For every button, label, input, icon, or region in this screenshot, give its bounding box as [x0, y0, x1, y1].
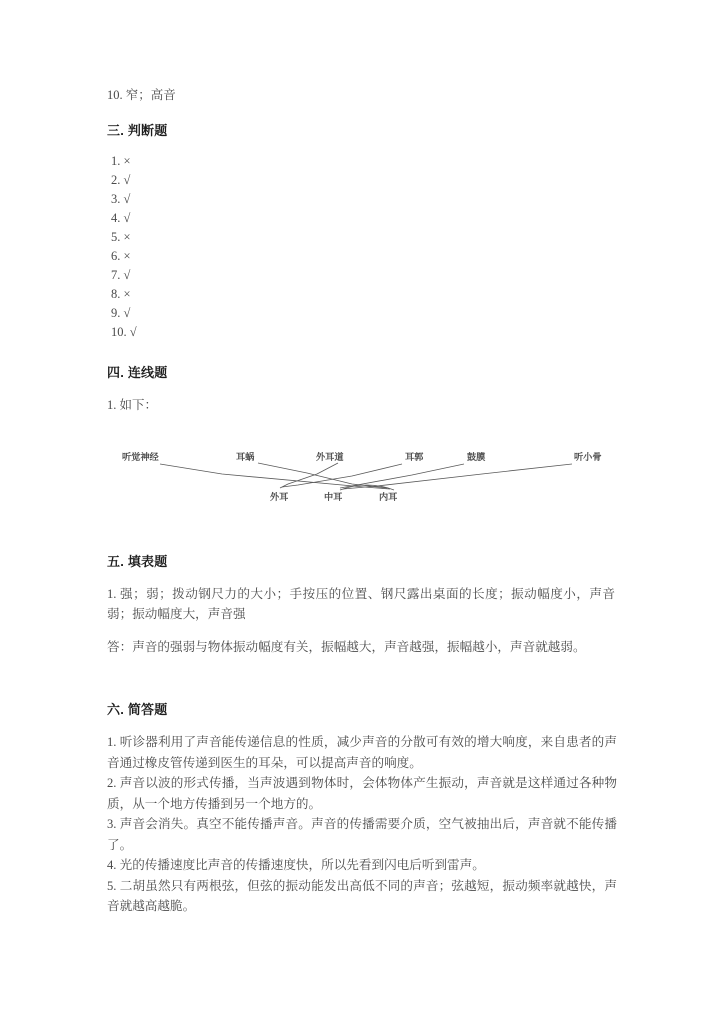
list-item: 1. × [111, 154, 131, 168]
diagram-top-label: 听小骨 [574, 452, 602, 463]
list-item: 7. √ [111, 268, 131, 282]
list-item: 8. × [111, 287, 131, 301]
fill-blank-last-answer: 10. 窄；高音 [107, 88, 176, 102]
connector-line [258, 463, 387, 488]
connector-line [343, 464, 572, 489]
list-item: 2. √ [111, 173, 131, 187]
ear-structure-matching-diagram [102, 436, 642, 512]
diagram-top-label: 耳蜗 [236, 452, 255, 463]
section-heading-table-fill: 五. 填表题 [107, 554, 168, 569]
diagram-top-label: 耳郭 [405, 452, 424, 463]
table-fill-answer: 答：声音的强弱与物体振动幅度有关，振幅越大，声音越强，振幅越小，声音就越弱。 [107, 640, 586, 654]
section-heading-short-answer: 六. 简答题 [107, 702, 168, 717]
short-answer-list [107, 732, 617, 917]
list-item: 9. √ [111, 306, 131, 320]
diagram-top-label: 鼓膜 [467, 452, 486, 463]
list-item: 6. × [111, 249, 131, 263]
diagram-bottom-label: 中耳 [324, 492, 343, 503]
diagram-bottom-label: 内耳 [379, 492, 398, 503]
diagram-top-label: 外耳道 [316, 452, 344, 463]
list-item: 4. √ [111, 211, 131, 225]
matching-caption: 1. 如下： [107, 398, 158, 412]
true-false-answer-list [111, 152, 137, 342]
list-item: 10. √ [111, 325, 137, 339]
list-item: 5. × [111, 230, 131, 244]
list-item: 3. √ [111, 192, 131, 206]
section-heading-true-false: 三. 判断题 [107, 123, 168, 138]
list-item: 5. 二胡虽然只有两根弦，但弦的振动能发出高低不同的声音；弦越短，振动频率就越快，声音就越高越脆。 [107, 878, 617, 914]
table-fill-item: 1. 强；弱；拨动钢尺力的大小；手按压的位置、钢尺露出桌面的长度；振动幅度小，声音弱；振动幅度大，声音强 [107, 587, 615, 622]
list-item: 2. 声音以波的形式传播，当声波遇到物体时，会体物体产生振动，声音就是这样通过各种物质，从一个地方传播到另一个地方的。 [107, 776, 617, 811]
list-item: 3. 声音会消失。真空不能传播声音。声音的传播需要介质，空气被抽出后，声音就不能传播了。 [107, 817, 617, 852]
matching-diagram-svg [102, 436, 642, 512]
connector-line [340, 464, 464, 488]
list-item: 1. 听诊器利用了声音能传递信息的性质，减少声音的分散可有效的增大响度，来自患者的声音通过橡皮管传递到医生的耳朵，可以提高声音的响度。 [107, 735, 617, 770]
list-item: 4. 光的传播速度比声音的传播速度快，所以先看到闪电后听到雷声。 [107, 858, 485, 873]
connector-line [282, 464, 402, 487]
diagram-bottom-label: 外耳 [270, 492, 289, 503]
section-heading-matching: 四. 连线题 [107, 365, 168, 380]
diagram-top-label: 听觉神经 [122, 452, 159, 463]
